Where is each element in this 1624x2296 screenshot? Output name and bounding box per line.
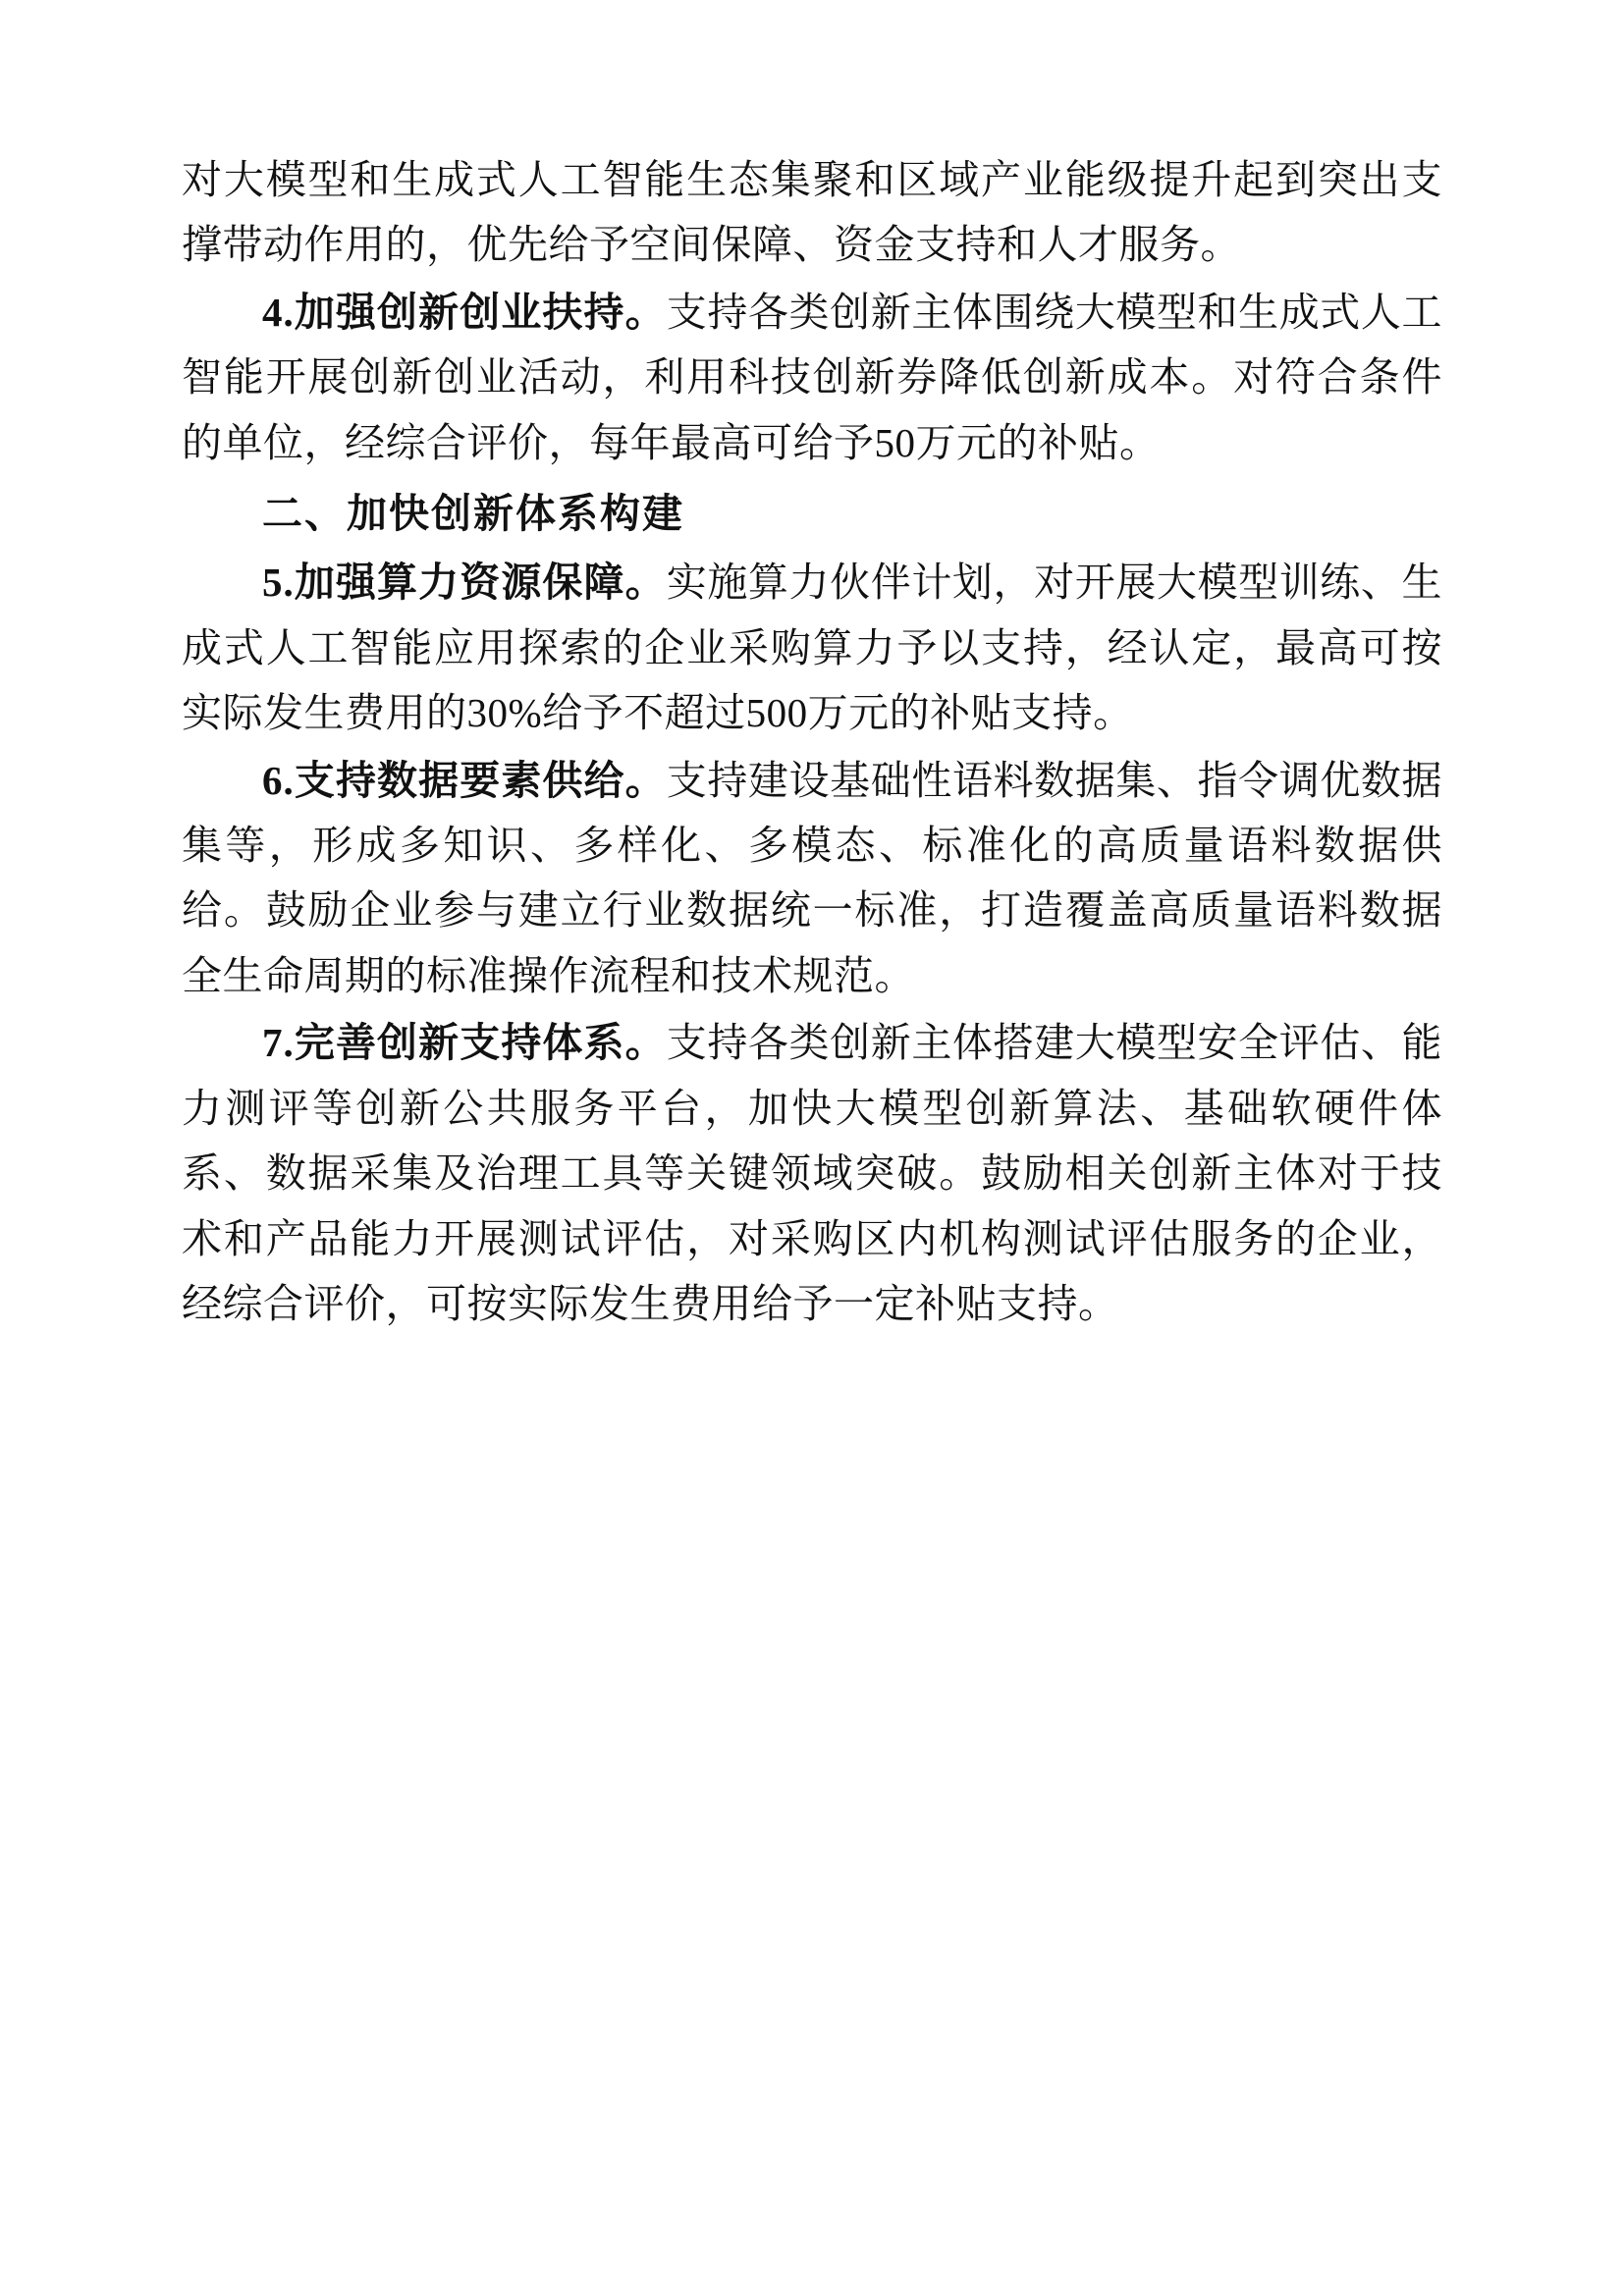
paragraph-item-7-text: 支持各类创新主体搭建大模型安全评估、能力测评等创新公共服务平台，加快大模型创新算法、基础软硬件体系、数据采集及治理工具等关键领域突破。鼓励相关创新主体对于技术和产品能力开展测试评估，对采购区内机构测试评估服务的企业，经综合评价，可按实际发生费用给予一定补贴支持。 <box>182 1020 1443 1326</box>
section-heading-2: 二、加快创新体系构建 <box>262 491 684 537</box>
paragraph-item-4 <box>182 280 1442 475</box>
paragraph-item-5-text: 实施算力伙伴计划，对开展大模型训练、生成式人工智能应用探索的企业采购算力予以支持，经认定，最高可按实际发生费用的30%给予不超过500万元的补贴支持。 <box>182 560 1443 736</box>
paragraph-item-6 <box>182 748 1442 1009</box>
paragraph-item-4-lead: 4.加强创新创业扶持。 <box>262 289 667 335</box>
paragraph-continued: 对大模型和生成式人工智能生态集聚和区域产业能级提升起到突出支撑带动作用的，优先给予空间保障、资金支持和人才服务。 <box>182 157 1442 268</box>
paragraph-item-5 <box>182 550 1442 745</box>
paragraph-item-4-text: 支持各类创新主体围绕大模型和生成式人工智能开展创新创业活动，利用科技创新券降低创新成本。对符合条件的单位，经综合评价，每年最高可给予50万元的补贴。 <box>182 289 1443 465</box>
paragraph-item-6-lead: 6.支持数据要素供给。 <box>262 757 667 803</box>
paragraph-item-6-text: 支持建设基础性语料数据集、指令调优数据集等，形成多知识、多样化、多模态、标准化的高质量语料数据供给。鼓励企业参与建立行业数据统一标准，打造覆盖高质量语料数据全生命周期的标准操作流程和技术规范。 <box>182 757 1443 998</box>
document-body <box>182 147 1442 1336</box>
paragraph-item-5-lead: 5.加强算力资源保障。 <box>262 560 667 606</box>
paragraph-item-7 <box>182 1010 1442 1336</box>
paragraph-item-7-lead: 7.完善创新支持体系。 <box>262 1020 667 1066</box>
